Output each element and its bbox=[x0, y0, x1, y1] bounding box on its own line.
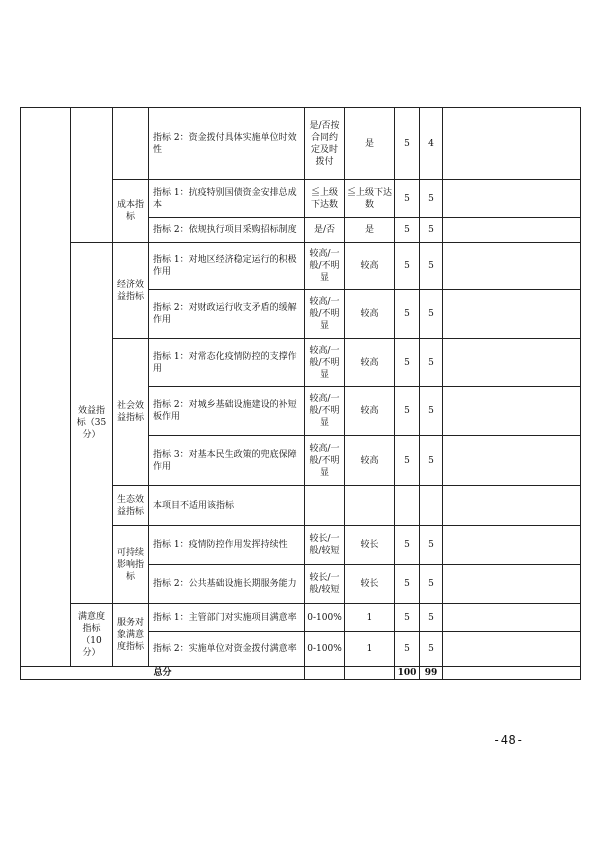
note-cell bbox=[443, 387, 581, 436]
indicator-cell: 指标 1：对地区经济稳定运行的积极作用 bbox=[149, 243, 305, 290]
score-cell: 5 bbox=[420, 387, 443, 436]
indicator-cell: 指标 3：对基本民生政策的兜底保障作用 bbox=[149, 436, 305, 486]
level2-cell bbox=[71, 108, 113, 243]
target-cell bbox=[345, 486, 395, 526]
weight-cell: 5 bbox=[395, 290, 420, 339]
weight-cell: 5 bbox=[395, 108, 420, 180]
table-row bbox=[21, 604, 581, 632]
standard-cell: 较高/一般/不明显 bbox=[305, 387, 345, 436]
note-cell bbox=[443, 243, 581, 290]
standard-cell: ≦上级下达数 bbox=[305, 180, 345, 218]
standard-cell: 较高/一般/不明显 bbox=[305, 290, 345, 339]
note-cell bbox=[443, 180, 581, 218]
score-cell: 5 bbox=[420, 218, 443, 243]
note-cell bbox=[443, 565, 581, 604]
target-cell: 较高 bbox=[345, 436, 395, 486]
target-cell: 较长 bbox=[345, 565, 395, 604]
standard-cell: 0-100% bbox=[305, 604, 345, 632]
indicator-cell: 本项目不适用该指标 bbox=[149, 486, 305, 526]
weight-cell: 5 bbox=[395, 387, 420, 436]
standard-cell: 是/否按合同约定及时拨付 bbox=[305, 108, 345, 180]
score-cell: 4 bbox=[420, 108, 443, 180]
target-cell: 较高 bbox=[345, 243, 395, 290]
score-cell: 5 bbox=[420, 339, 443, 387]
target-cell: 是 bbox=[345, 108, 395, 180]
score-cell bbox=[420, 486, 443, 526]
level1-cell bbox=[21, 108, 71, 667]
standard-cell: 0-100% bbox=[305, 632, 345, 667]
score-cell: 5 bbox=[420, 526, 443, 565]
weight-cell: 5 bbox=[395, 526, 420, 565]
target-cell bbox=[345, 667, 395, 680]
level3-cell: 服务对象满意度指标 bbox=[113, 604, 149, 667]
indicator-cell: 指标 1：疫情防控作用发挥持续性 bbox=[149, 526, 305, 565]
score-cell: 5 bbox=[420, 180, 443, 218]
score-cell: 5 bbox=[420, 243, 443, 290]
weight-cell: 5 bbox=[395, 180, 420, 218]
note-cell bbox=[443, 290, 581, 339]
target-cell: 较高 bbox=[345, 339, 395, 387]
indicator-cell: 指标 2：资金拨付具体实施单位时效性 bbox=[149, 108, 305, 180]
performance-indicator-table bbox=[20, 107, 581, 680]
table-row bbox=[21, 108, 581, 180]
level3-cell: 生态效益指标 bbox=[113, 486, 149, 526]
indicator-cell: 指标 1：主管部门对实施项目满意率 bbox=[149, 604, 305, 632]
note-cell bbox=[443, 486, 581, 526]
target-cell: ≦上级下达数 bbox=[345, 180, 395, 218]
total-note bbox=[443, 667, 581, 680]
standard-cell bbox=[305, 486, 345, 526]
target-cell: 较高 bbox=[345, 387, 395, 436]
indicator-cell: 指标 2：依规执行项目采购招标制度 bbox=[149, 218, 305, 243]
standard-cell: 是/否 bbox=[305, 218, 345, 243]
indicator-cell: 指标 2：实施单位对资金拨付满意率 bbox=[149, 632, 305, 667]
total-weight: 100 bbox=[395, 667, 420, 680]
weight-cell: 5 bbox=[395, 604, 420, 632]
standard-cell: 较高/一般/不明显 bbox=[305, 339, 345, 387]
level2-cell: 满意度指标（10分） bbox=[71, 604, 113, 667]
target-cell: 是 bbox=[345, 218, 395, 243]
score-cell: 5 bbox=[420, 632, 443, 667]
standard-cell: 较高/一般/不明显 bbox=[305, 243, 345, 290]
level3-cell: 可持续影响指标 bbox=[113, 526, 149, 604]
weight-cell: 5 bbox=[395, 218, 420, 243]
level3-cell: 成本指标 bbox=[113, 180, 149, 243]
target-cell: 较高 bbox=[345, 290, 395, 339]
weight-cell: 5 bbox=[395, 436, 420, 486]
target-cell: 1 bbox=[345, 632, 395, 667]
note-cell bbox=[443, 632, 581, 667]
note-cell bbox=[443, 218, 581, 243]
level3-cell: 社会效益指标 bbox=[113, 339, 149, 486]
level2-cell: 效益指标（35分） bbox=[71, 243, 113, 604]
standard-cell bbox=[305, 667, 345, 680]
indicator-cell: 指标 2：对城乡基础设施建设的补短板作用 bbox=[149, 387, 305, 436]
indicator-cell: 指标 2：对财政运行收支矛盾的缓解作用 bbox=[149, 290, 305, 339]
target-cell: 较长 bbox=[345, 526, 395, 565]
note-cell bbox=[443, 339, 581, 387]
page-number: -48- bbox=[493, 733, 524, 747]
target-cell: 1 bbox=[345, 604, 395, 632]
level3-cell bbox=[113, 108, 149, 180]
table-row bbox=[21, 243, 581, 290]
weight-cell bbox=[395, 486, 420, 526]
weight-cell: 5 bbox=[395, 339, 420, 387]
total-score: 99 bbox=[420, 667, 443, 680]
total-row bbox=[21, 667, 581, 680]
score-cell: 5 bbox=[420, 436, 443, 486]
standard-cell: 较长/一般/较短 bbox=[305, 565, 345, 604]
score-cell: 5 bbox=[420, 290, 443, 339]
indicator-cell: 指标 2：公共基础设施长期服务能力 bbox=[149, 565, 305, 604]
total-label: 总分 bbox=[21, 667, 305, 680]
score-cell: 5 bbox=[420, 604, 443, 632]
weight-cell: 5 bbox=[395, 565, 420, 604]
note-cell bbox=[443, 526, 581, 565]
indicator-cell: 指标 1：对常态化疫情防控的支撑作用 bbox=[149, 339, 305, 387]
note-cell bbox=[443, 604, 581, 632]
indicator-cell: 指标 1：抗疫特别国债资金安排总成本 bbox=[149, 180, 305, 218]
standard-cell: 较高/一般/不明显 bbox=[305, 436, 345, 486]
weight-cell: 5 bbox=[395, 632, 420, 667]
score-cell: 5 bbox=[420, 565, 443, 604]
note-cell bbox=[443, 436, 581, 486]
standard-cell: 较长/一般/较短 bbox=[305, 526, 345, 565]
level3-cell: 经济效益指标 bbox=[113, 243, 149, 339]
note-cell bbox=[443, 108, 581, 180]
weight-cell: 5 bbox=[395, 243, 420, 290]
